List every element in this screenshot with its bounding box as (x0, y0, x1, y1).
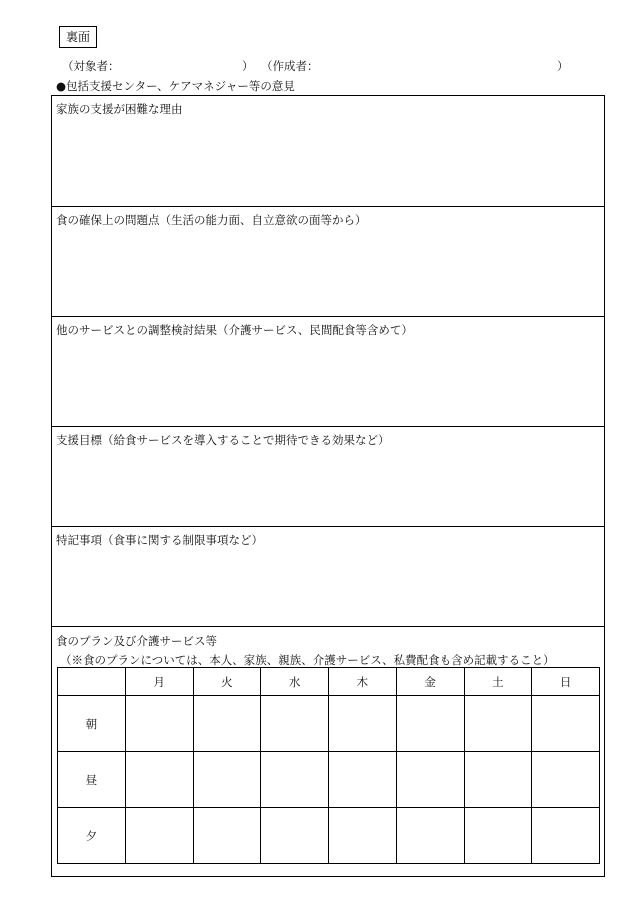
plan-cell[interactable] (464, 696, 532, 752)
corner-cell (58, 668, 126, 696)
plan-cell[interactable] (464, 752, 532, 808)
day-header: 水 (261, 668, 329, 696)
section-title: 家族の支援が困難な理由 (56, 102, 183, 116)
section-title: 支援目標（給食サービスを導入することで期待できる効果など） (56, 433, 390, 447)
day-header: 火 (193, 668, 261, 696)
plan-cell[interactable] (532, 696, 600, 752)
subject-close-paren: ） (242, 59, 254, 73)
day-header: 土 (464, 668, 532, 696)
table-row (58, 752, 600, 808)
section-title: 特記事項（食事に関する制限事項など） (56, 533, 263, 547)
day-header: 日 (532, 668, 600, 696)
meal-plan-note: （※食のプランについては、本人、家族、親族、介護サービス、私費配食も含め記載すること） (60, 653, 555, 667)
opinion-heading: ●包括支援センター、ケアマネジャー等の意見 (56, 79, 295, 93)
author-close-paren: ） (557, 59, 569, 73)
meal-label: 朝 (58, 696, 126, 752)
weekly-meal-table (57, 667, 600, 864)
day-header: 木 (329, 668, 397, 696)
plan-cell[interactable] (329, 752, 397, 808)
table-row (58, 696, 600, 752)
plan-cell[interactable] (125, 752, 193, 808)
plan-cell[interactable] (396, 752, 464, 808)
section-special-notes (52, 527, 604, 627)
plan-cell[interactable] (329, 808, 397, 864)
plan-cell[interactable] (532, 808, 600, 864)
back-side-tag: 裏面 (59, 26, 97, 48)
plan-cell[interactable] (532, 752, 600, 808)
subject-label: （対象者： (62, 59, 120, 73)
day-header: 金 (396, 668, 464, 696)
meal-label: 昼 (58, 752, 126, 808)
section-service-coordination (52, 317, 604, 427)
section-food-problems (52, 207, 604, 317)
plan-cell[interactable] (261, 752, 329, 808)
plan-cell[interactable] (125, 808, 193, 864)
plan-cell[interactable] (193, 808, 261, 864)
plan-cell[interactable] (396, 808, 464, 864)
author-label: （作成者： (261, 59, 319, 73)
section-family-support (52, 96, 604, 207)
table-header-row (58, 668, 600, 696)
section-title: 食の確保上の問題点（生活の能力面、自立意欲の面等から） (56, 213, 367, 227)
meal-plan-title: 食のプラン及び介護サービス等 (56, 634, 217, 648)
plan-cell[interactable] (464, 808, 532, 864)
section-title: 他のサービスとの調整検討結果（介護サービス、民間配食等含めて） (56, 323, 413, 337)
table-row (58, 808, 600, 864)
plan-cell[interactable] (193, 696, 261, 752)
opinion-form-frame (51, 95, 605, 877)
plan-cell[interactable] (261, 808, 329, 864)
section-support-goal (52, 427, 604, 527)
day-header: 月 (125, 668, 193, 696)
plan-cell[interactable] (261, 696, 329, 752)
plan-cell[interactable] (329, 696, 397, 752)
plan-cell[interactable] (396, 696, 464, 752)
plan-cell[interactable] (125, 696, 193, 752)
plan-cell[interactable] (193, 752, 261, 808)
meal-label: 夕 (58, 808, 126, 864)
